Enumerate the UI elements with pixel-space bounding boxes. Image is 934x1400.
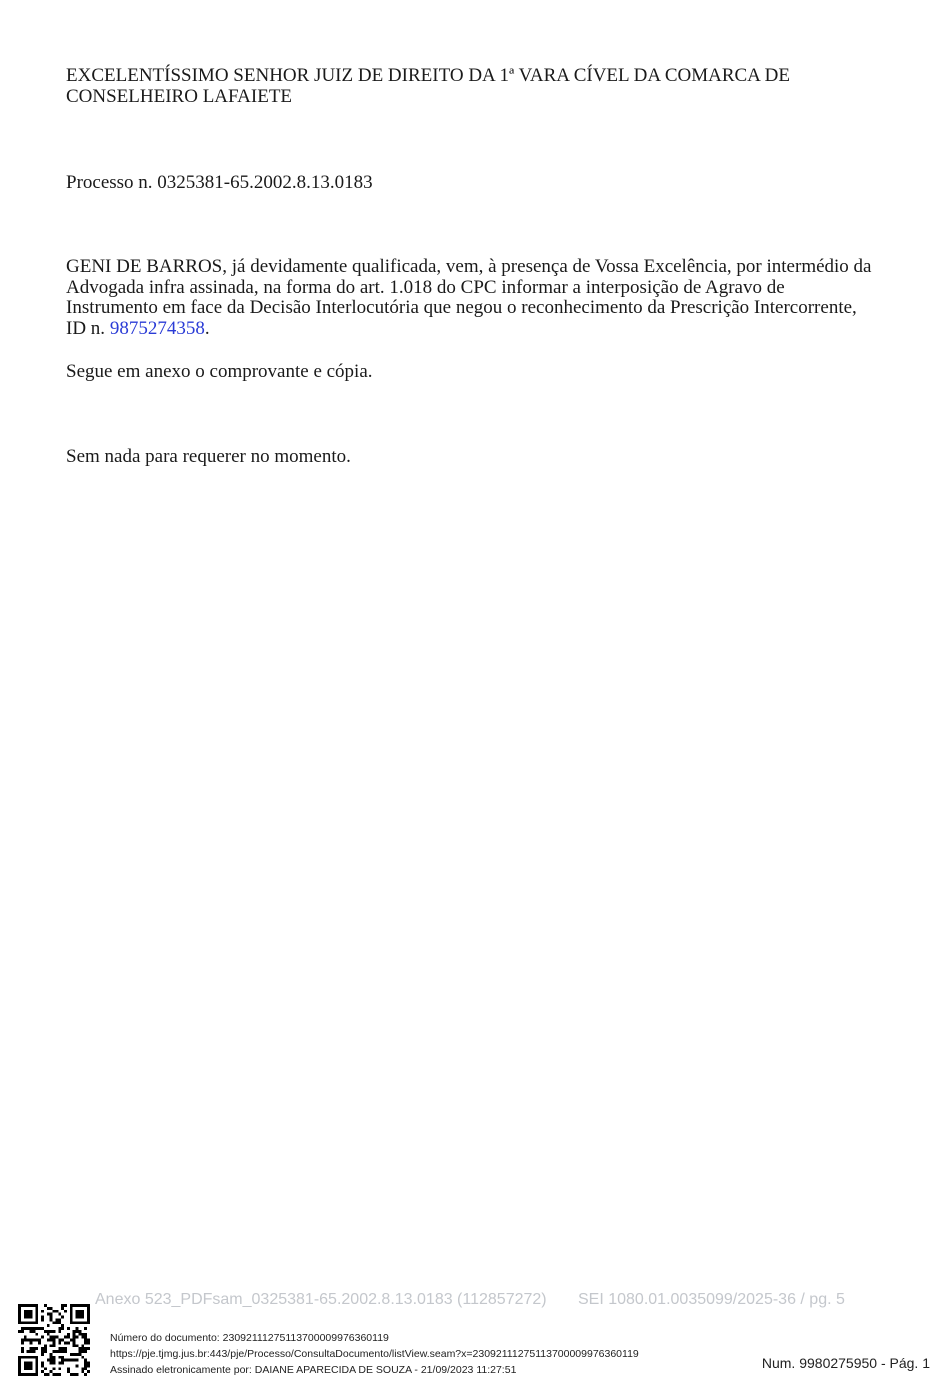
closing-statement: Sem nada para requerer no momento. (66, 446, 351, 467)
footer-url[interactable]: https://pje.tjmg.jus.br:443/pje/Processo/ConsultaDocumento/listView.seam?x=23092111275113700009976360119 (110, 1348, 639, 1360)
watermark-annex: Anexo 523_PDFsam_0325381-65.2002.8.13.0183 (112857272) (95, 1291, 547, 1308)
petition-body-text: GENI DE BARROS, já devidamente qualificada, vem, à presença de Vossa Excelência, por intermédio da Advogada infra assinada, na forma do art. 1.018 do CPC informar a interposição de Agravo de Instrumento em face da Decisão Interlocutória que negou o reconhecimento da Prescrição Intercorrente, ID n. (66, 256, 872, 339)
document-id-link[interactable]: 9875274358 (109, 317, 205, 339)
attachment-note: Segue em anexo o comprovante e cópia. (66, 361, 373, 382)
addressee-heading: EXCELENTÍSSIMO SENHOR JUIZ DE DIREITO DA 1ª VARA CÍVEL DA COMARCA DE CONSELHEIRO LAFAIETE (66, 65, 790, 107)
page-number: Num. 9980275950 - Pág. 1 (761, 1355, 930, 1371)
petition-body-suffix: . (204, 317, 210, 339)
qr-code-icon (18, 1304, 90, 1376)
petition-body (66, 257, 876, 339)
process-number: Processo n. 0325381-65.2002.8.13.0183 (66, 172, 373, 193)
footer-signature: Assinado eletronicamente por: DAIANE APARECIDA DE SOUZA - 21/09/2023 11:27:51 (110, 1364, 517, 1376)
footer-document-number: Número do documento: 23092111275113700009976360119 (110, 1332, 389, 1344)
watermark-sei: SEI 1080.01.0035099/2025-36 / pg. 5 (578, 1291, 845, 1308)
